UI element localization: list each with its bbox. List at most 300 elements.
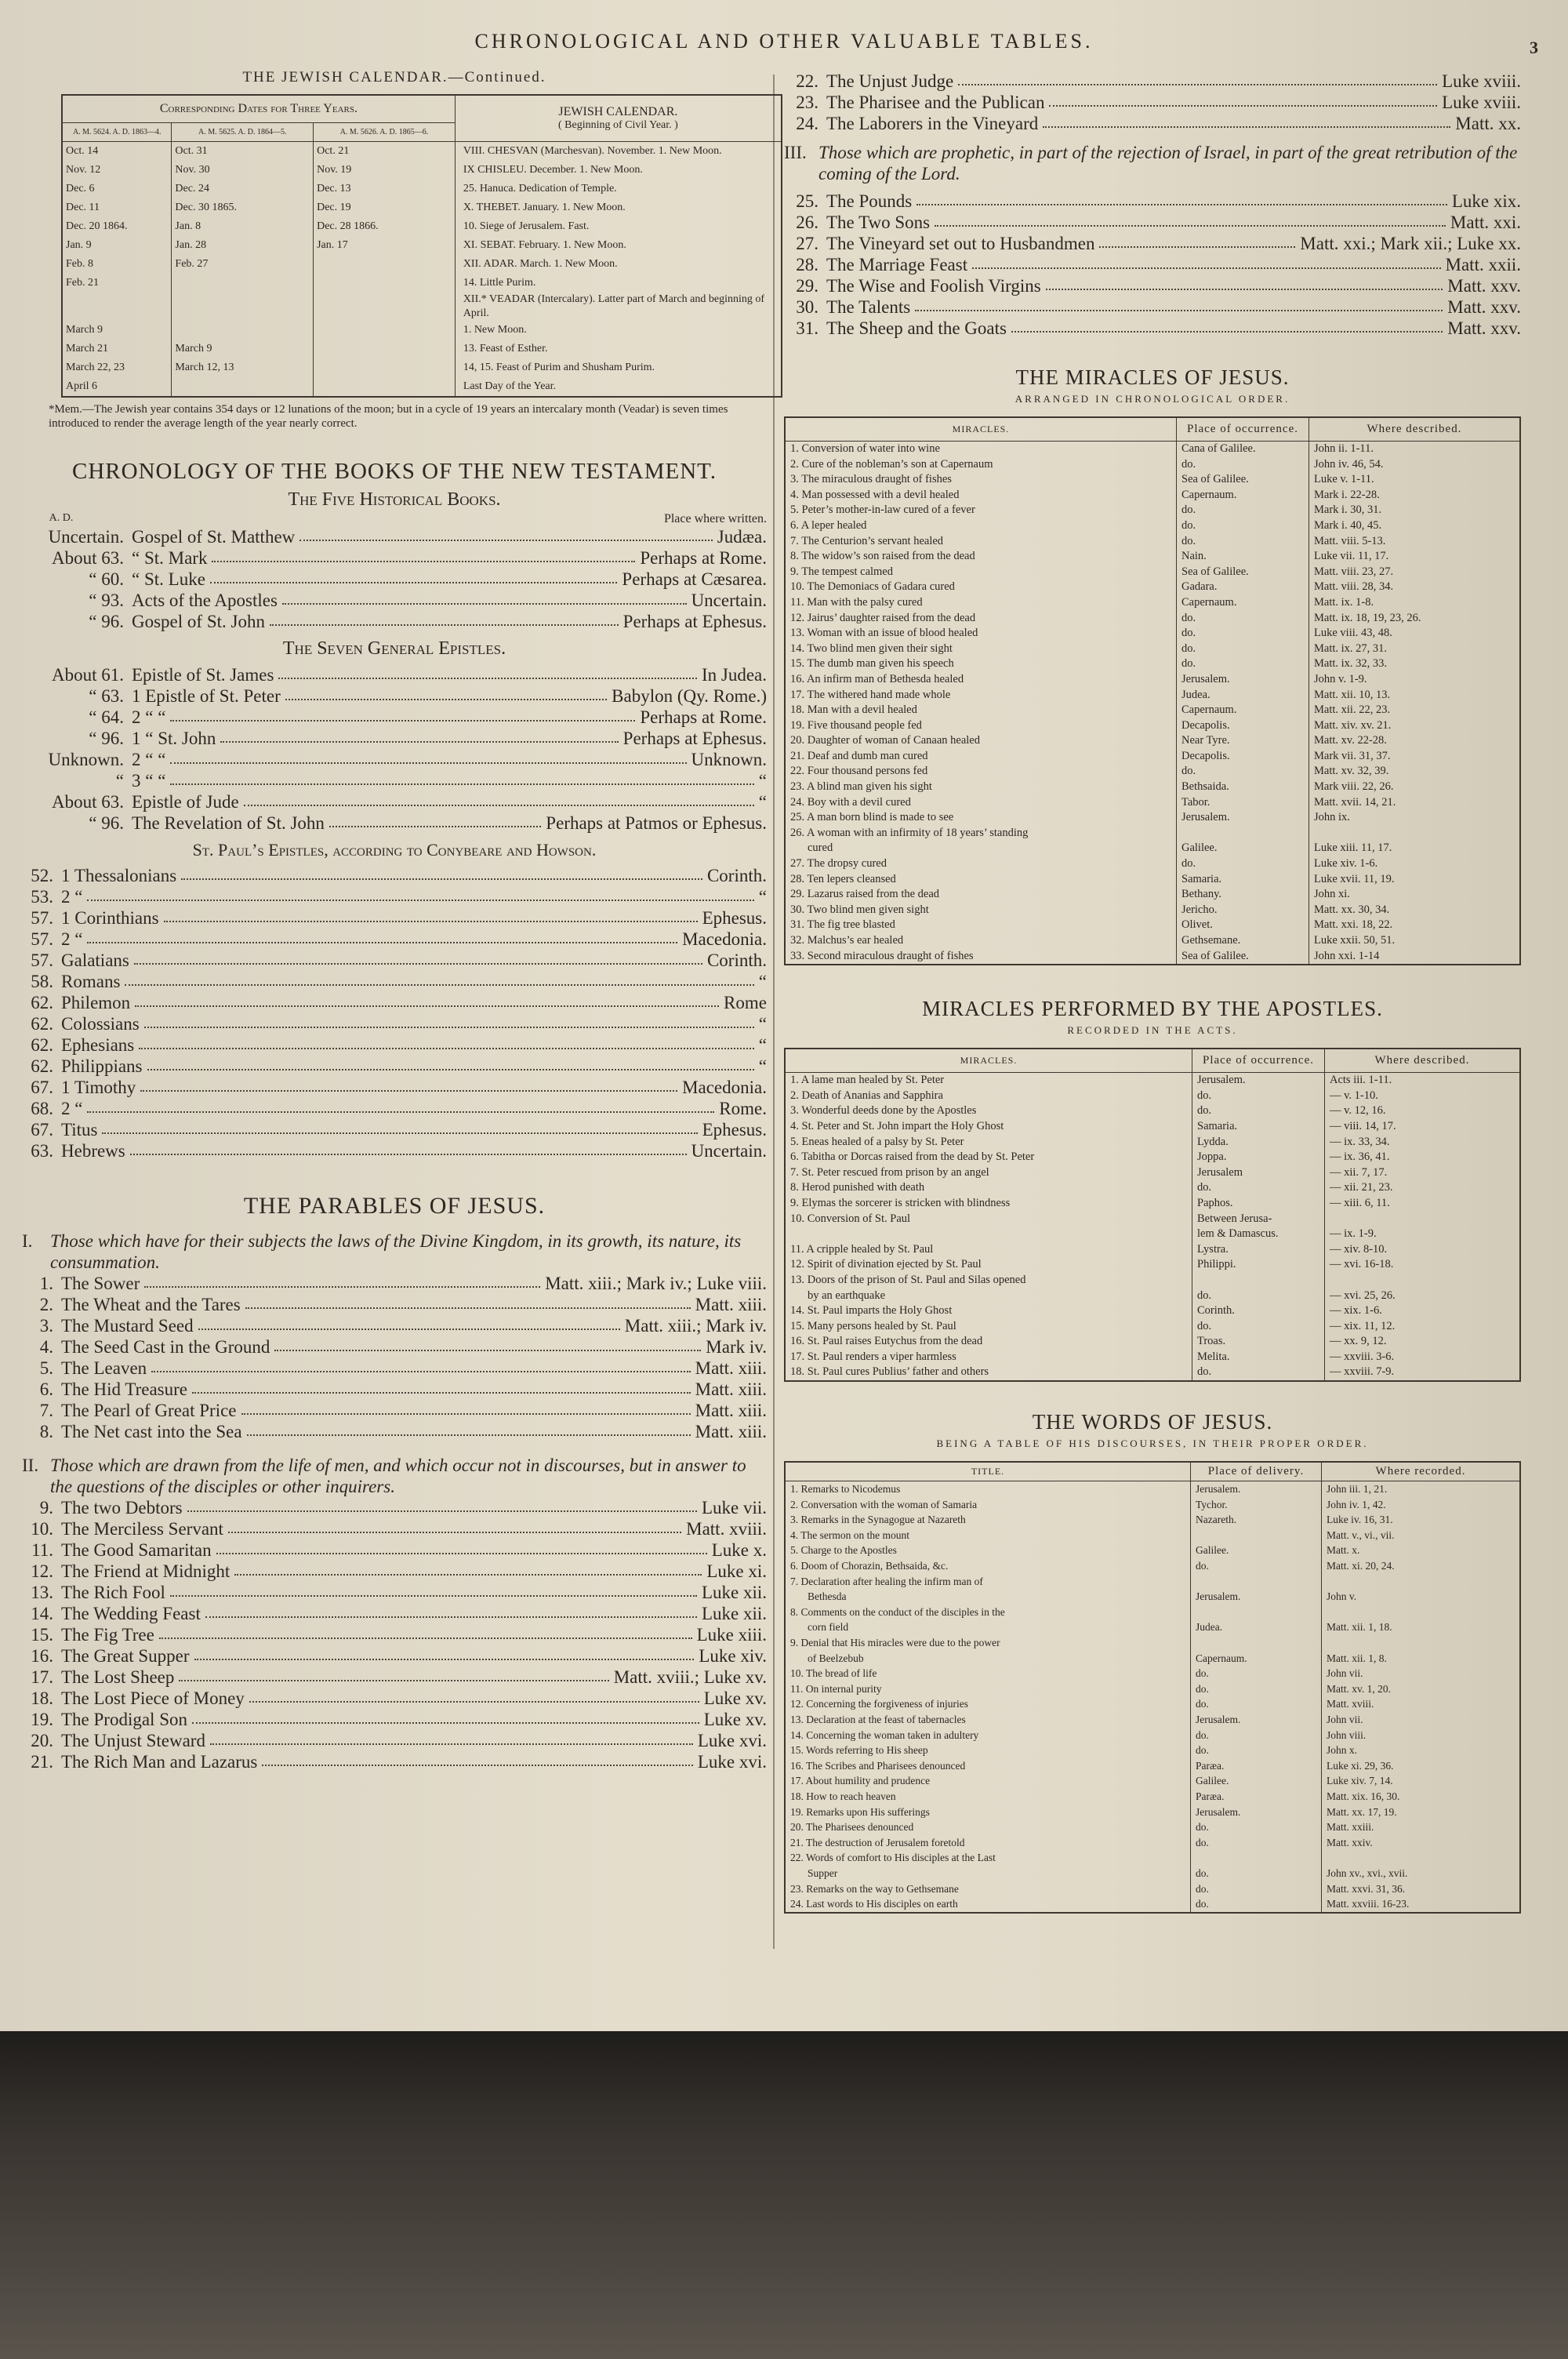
apostle-miracle-title-cell: 18. St. Paul cures Publius’ father and others	[785, 1365, 1192, 1381]
pauline-epistle-row	[22, 1119, 767, 1140]
calendar-date-cell: March 9	[172, 340, 314, 358]
discourse-row	[785, 1666, 1520, 1681]
calendar-date-cell: April 6	[62, 377, 172, 397]
miracle-place-cell: Decapolis.	[1177, 749, 1309, 765]
parables-group3-list	[784, 191, 1521, 339]
discourse-title-cell: 4. The sermon on the mount	[785, 1528, 1191, 1543]
miracle-place-cell: Sea of Galilee.	[1177, 472, 1309, 488]
miracle-row	[785, 841, 1520, 856]
miracle-place-cell: Tabor.	[1177, 795, 1309, 811]
miracle-title-cell: 16. An infirm man of Bethesda healed	[785, 672, 1177, 688]
general-epistle-num: “ 64.	[89, 707, 124, 727]
historical-book-label: “ St. Luke	[132, 569, 205, 589]
discourse-reference-cell: John v.	[1322, 1589, 1521, 1605]
general-epistle-label: Epistle of St. James	[132, 665, 274, 685]
historical-book-num: “ 93.	[89, 591, 124, 610]
miracle-row	[785, 856, 1520, 872]
general-epistle-num: “ 96.	[89, 813, 124, 833]
discourse-reference-cell: Matt. xxiv.	[1322, 1835, 1521, 1851]
discourse-title-cell: 8. Comments on the conduct of the disciples in the	[785, 1605, 1191, 1620]
calendar-date-cell: Feb. 27	[172, 255, 314, 274]
calendar-event-cell: XI. SEBAT. February. 1. New Moon.	[455, 236, 782, 255]
parable-label: The Laborers in the Vineyard	[826, 114, 1039, 133]
discourse-title-cell: 24. Last words to His disciples on earth	[785, 1896, 1191, 1913]
dot-leader	[299, 526, 712, 541]
discourse-reference-cell: Matt. xxiii.	[1322, 1819, 1521, 1835]
parable-row	[22, 1751, 767, 1772]
general-epistle-ref: Perhaps at Patmos or Ephesus.	[546, 813, 767, 833]
discourse-title-cell: 18. How to reach heaven	[785, 1789, 1191, 1805]
historical-book-num: About 63.	[52, 548, 124, 568]
pauline-epistle-label: 2 “	[61, 887, 83, 907]
discourse-place-cell: Paræa.	[1191, 1789, 1322, 1805]
calendar-date-cell	[172, 293, 314, 321]
general-epistle-row	[22, 749, 767, 770]
parable-num: 6.	[39, 1379, 53, 1399]
calendar-date-cell: Feb. 8	[62, 255, 172, 274]
dot-leader	[278, 664, 697, 679]
calendar-event-cell: XII.* VEADAR (Intercalary). Latter part of March and beginning of April.	[455, 293, 782, 321]
discourse-title-cell: 5. Charge to the Apostles	[785, 1543, 1191, 1558]
general-epistle-num: “ 96.	[89, 729, 124, 748]
miracle-title-cell: 22. Four thousand persons fed	[785, 764, 1177, 780]
discourse-row	[785, 1681, 1520, 1697]
apostle-miracle-row	[785, 1119, 1520, 1135]
discourse-row	[785, 1619, 1520, 1635]
miracle-row	[785, 642, 1520, 657]
apostle-miracle-place-cell: Samaria.	[1192, 1119, 1325, 1135]
pauline-epistle-row	[22, 1140, 767, 1161]
miracle-place-cell: Jerusalem.	[1177, 672, 1309, 688]
discourse-place-cell	[1191, 1574, 1322, 1590]
discourse-row	[785, 1481, 1520, 1497]
apostles-section	[784, 997, 1521, 1382]
parable-ref: Matt. xviii.; Luke xv.	[613, 1667, 767, 1687]
parable-label: The Fig Tree	[61, 1625, 154, 1645]
parable-num: 4.	[39, 1337, 53, 1357]
discourse-title-cell: 16. The Scribes and Pharisees denounced	[785, 1758, 1191, 1774]
parable-row	[784, 233, 1521, 254]
discourse-place-cell	[1191, 1850, 1322, 1866]
apostle-miracle-place-cell: Melita.	[1192, 1350, 1325, 1365]
general-epistle-label: Epistle of Jude	[132, 792, 239, 812]
apostle-miracle-row	[785, 1073, 1520, 1089]
discourse-title-cell: 9. Denial that His miracles were due to the power	[785, 1635, 1191, 1651]
miracle-reference-cell: Mark i. 22-28.	[1309, 488, 1521, 503]
general-epistle-num: About 61.	[52, 665, 124, 685]
miracle-row	[785, 549, 1520, 565]
discourse-title-cell: of Beelzebub	[785, 1651, 1191, 1667]
discourse-reference-cell: John iii. 1, 21.	[1322, 1481, 1521, 1497]
calendar-date-cell: March 21	[62, 340, 172, 358]
general-epistle-label: 1 “ St. John	[132, 729, 216, 748]
pauline-epistle-ref: “	[758, 1014, 767, 1034]
apostle-miracle-reference-cell: — xvi. 16-18.	[1325, 1257, 1521, 1273]
discourse-row	[785, 1819, 1520, 1835]
dot-leader	[1011, 318, 1443, 333]
discourse-place-cell: do.	[1191, 1681, 1322, 1697]
parable-ref: Matt. xxv.	[1447, 318, 1521, 338]
apostle-miracle-row	[785, 1289, 1520, 1304]
general-epistle-num: About 63.	[52, 792, 124, 812]
parable-num: 27.	[796, 234, 818, 253]
miracle-place-cell: Gethsemane.	[1177, 933, 1309, 949]
apostle-miracle-place-cell: Corinth.	[1192, 1303, 1325, 1319]
miracle-row	[785, 718, 1520, 734]
discourse-place-cell: do.	[1191, 1666, 1322, 1681]
discourse-title-cell: 2. Conversation with the woman of Samaria	[785, 1497, 1191, 1513]
general-epistle-label: The Revelation of St. John	[132, 813, 325, 833]
apostle-miracle-place-cell: Jerusalem.	[1192, 1073, 1325, 1089]
apostle-miracle-reference-cell: — viii. 14, 17.	[1325, 1119, 1521, 1135]
miracle-reference-cell: Luke xvii. 11, 19.	[1309, 872, 1521, 888]
parable-row	[22, 1421, 767, 1442]
parable-num: 21.	[31, 1752, 53, 1772]
apostle-miracle-title-cell: 4. St. Peter and St. John impart the Holy Ghost	[785, 1119, 1192, 1135]
dot-leader	[125, 971, 753, 986]
apostle-miracle-reference-cell: — ix. 33, 34.	[1325, 1135, 1521, 1150]
dot-leader	[181, 865, 702, 880]
miracle-row	[785, 780, 1520, 795]
dot-leader	[245, 1294, 691, 1309]
discourse-reference-cell: Matt. x.	[1322, 1543, 1521, 1558]
apostle-miracle-reference-cell: — v. 1-10.	[1325, 1089, 1521, 1104]
apostle-miracle-place-cell: do.	[1192, 1180, 1325, 1196]
historical-books-title: The Five Historical Books.	[288, 489, 501, 510]
apostle-miracle-title-cell: 2. Death of Ananias and Sapphira	[785, 1089, 1192, 1104]
dot-leader	[916, 191, 1447, 205]
parable-num: 17.	[31, 1667, 53, 1687]
miracle-reference-cell: Matt. viii. 23, 27.	[1309, 565, 1521, 580]
apostle-miracle-title-cell	[785, 1227, 1192, 1242]
dot-leader	[205, 1603, 697, 1618]
discourse-place-cell: do.	[1191, 1558, 1322, 1574]
apostle-miracle-row	[785, 1196, 1520, 1212]
calendar-event-cell: XII. ADAR. March. 1. New Moon.	[455, 255, 782, 274]
page-number: 3	[1530, 38, 1538, 57]
discourse-title-cell: 19. Remarks upon His sufferings	[785, 1805, 1191, 1820]
calendar-date-cell	[172, 321, 314, 340]
apostle-miracle-reference-cell: — xiii. 6, 11.	[1325, 1196, 1521, 1212]
apostles-body	[785, 1073, 1520, 1381]
apostle-miracle-row	[785, 1150, 1520, 1165]
discourse-reference-cell: Luke xiv. 7, 14.	[1322, 1773, 1521, 1789]
parable-ref: Luke xi.	[706, 1561, 767, 1581]
parable-label: The Leaven	[61, 1358, 147, 1378]
calendar-row	[62, 340, 782, 358]
miracle-place-cell: Capernaum.	[1177, 703, 1309, 718]
apostle-miracle-title-cell: 11. A cripple healed by St. Paul	[785, 1242, 1192, 1258]
parable-row	[784, 254, 1521, 275]
apostle-miracle-place-cell: Jerusalem	[1192, 1165, 1325, 1181]
calendar-date-cell: Dec. 19	[314, 198, 456, 217]
miracle-title-cell: 18. Man with a devil healed	[785, 703, 1177, 718]
apostle-miracle-row	[785, 1319, 1520, 1335]
discourse-title-cell: 6. Doom of Chorazin, Bethsaida, &c.	[785, 1558, 1191, 1574]
miracle-row	[785, 534, 1520, 550]
parable-num: 31.	[796, 318, 818, 338]
calendar-header-right-title: JEWISH CALENDAR.	[558, 105, 678, 118]
miracle-place-cell: do.	[1177, 457, 1309, 473]
dot-leader	[179, 1667, 608, 1681]
apostle-miracle-row	[785, 1303, 1520, 1319]
miracle-row	[785, 611, 1520, 627]
miracle-reference-cell: John v. 1-9.	[1309, 672, 1521, 688]
jewish-calendar-title: THE JEWISH CALENDAR.—Continued.	[242, 69, 546, 85]
parable-label: The Merciless Servant	[61, 1519, 223, 1539]
discourse-row	[785, 1605, 1520, 1620]
dot-leader	[210, 1730, 693, 1745]
miracle-reference-cell: John ix.	[1309, 810, 1521, 826]
parable-row	[22, 1624, 767, 1645]
general-epistle-row	[22, 812, 767, 834]
miracle-title-cell: 32. Malchus’s ear healed	[785, 933, 1177, 949]
parables-title: THE PARABLES OF JESUS.	[243, 1193, 546, 1219]
parable-row	[22, 1709, 767, 1730]
pauline-epistle-num: 62.	[31, 1014, 53, 1034]
pauline-epistle-row	[22, 1056, 767, 1077]
discourse-reference-cell: John iv. 1, 42.	[1322, 1497, 1521, 1513]
miracle-title-cell: 2. Cure of the nobleman’s son at Capernaum	[785, 457, 1177, 473]
discourse-place-cell: do.	[1191, 1696, 1322, 1712]
miracle-row	[785, 503, 1520, 518]
pauline-epistle-num: 62.	[31, 1056, 53, 1076]
historical-book-ref: Perhaps at Cæsarea.	[622, 569, 767, 589]
miracle-reference-cell: Luke xxii. 50, 51.	[1309, 933, 1521, 949]
pauline-epistle-num: 53.	[31, 887, 53, 907]
pauline-epistle-num: 62.	[31, 1035, 53, 1055]
parable-row	[784, 113, 1521, 134]
miracle-row	[785, 826, 1520, 841]
discourse-place-cell: Galilee.	[1191, 1543, 1322, 1558]
general-epistle-label: 2 “ “	[132, 707, 166, 727]
miracle-row	[785, 442, 1520, 457]
calendar-date-cell: Feb. 21	[62, 274, 172, 293]
discourse-title-cell: 1. Remarks to Nicodemus	[785, 1481, 1191, 1497]
dot-leader	[102, 1119, 697, 1134]
calendar-date-cell: March 12, 13	[172, 358, 314, 377]
miracle-title-cell: 15. The dumb man given his speech	[785, 656, 1177, 672]
parable-ref: Matt. xiii.	[695, 1401, 767, 1420]
dot-leader	[147, 1056, 754, 1070]
dot-leader	[241, 1400, 691, 1415]
miracle-reference-cell: John ii. 1-11.	[1309, 442, 1521, 457]
miracle-place-cell: Sea of Galilee.	[1177, 565, 1309, 580]
parable-label: The Vineyard set out to Husbandmen	[826, 234, 1095, 253]
parable-label: The Wheat and the Tares	[61, 1295, 241, 1314]
miracle-place-cell: Cana of Galilee.	[1177, 442, 1309, 457]
calendar-date-cell: Dec. 24	[172, 180, 314, 198]
parable-label: The Wedding Feast	[61, 1604, 201, 1623]
parable-num: 16.	[31, 1646, 53, 1666]
discourse-reference-cell: John vii.	[1322, 1666, 1521, 1681]
historical-books-list	[22, 526, 767, 632]
apostle-miracle-reference-cell	[1325, 1212, 1521, 1227]
general-epistle-row	[22, 728, 767, 749]
dot-leader	[220, 728, 618, 743]
parable-label: The Pharisee and the Publican	[826, 93, 1045, 112]
dot-leader	[187, 1497, 697, 1512]
parable-row	[22, 1358, 767, 1379]
pauline-epistle-label: Hebrews	[61, 1141, 125, 1161]
miracle-title-cell: cured	[785, 841, 1177, 856]
miracle-place-cell: do.	[1177, 611, 1309, 627]
miracle-row	[785, 933, 1520, 949]
discourse-row	[785, 1743, 1520, 1758]
miracles-place-header: Place of occurrence.	[1177, 417, 1309, 442]
parable-num: 18.	[31, 1688, 53, 1708]
parable-ref: Luke xviii.	[1442, 93, 1521, 112]
discourse-row	[785, 1635, 1520, 1651]
discourse-place-cell	[1191, 1605, 1322, 1620]
miracle-place-cell: do.	[1177, 534, 1309, 550]
miracle-row	[785, 688, 1520, 703]
apostle-miracle-reference-cell: — xix. 1-6.	[1325, 1303, 1521, 1319]
discourse-reference-cell: Matt. xxviii. 16-23.	[1322, 1896, 1521, 1913]
parables-intro3: Those which are prophetic, in part of the rejection of Israel, in part of the great retribution of the coming of the Lord.	[818, 143, 1518, 184]
miracle-row	[785, 810, 1520, 826]
discourse-title-cell: corn field	[785, 1619, 1191, 1635]
miracle-row	[785, 749, 1520, 765]
calendar-date-cell: Jan. 9	[62, 236, 172, 255]
dot-leader	[164, 907, 698, 922]
calendar-date-cell: Jan. 8	[172, 217, 314, 236]
parable-label: The Unjust Steward	[61, 1731, 205, 1750]
dot-leader	[87, 1098, 714, 1113]
parables-intro3-num: III.	[784, 143, 807, 162]
apostle-miracle-reference-cell: — xxviii. 3-6.	[1325, 1350, 1521, 1365]
parable-ref: Matt. xiii.	[695, 1379, 767, 1399]
miracle-reference-cell: Matt. xx. 30, 34.	[1309, 903, 1521, 918]
calendar-date-cell	[314, 255, 456, 274]
discourse-title-cell: Bethesda	[785, 1589, 1191, 1605]
dot-leader	[192, 1709, 699, 1724]
parable-ref: Luke xii.	[701, 1604, 767, 1623]
historical-book-row	[22, 569, 767, 590]
parable-row	[22, 1645, 767, 1667]
parable-row	[784, 191, 1521, 212]
pauline-epistle-label: 1 Thessalonians	[61, 866, 177, 885]
parable-row	[22, 1667, 767, 1688]
chronology-section	[22, 459, 767, 1161]
discourse-row	[785, 1543, 1520, 1558]
miracle-reference-cell: John xxi. 1-14	[1309, 949, 1521, 965]
pauline-epistle-label: Romans	[61, 972, 121, 991]
pauline-epistle-row	[22, 929, 767, 950]
miracle-place-cell: Judea.	[1177, 688, 1309, 703]
apostle-miracle-title-cell: 5. Eneas healed of a palsy by St. Peter	[785, 1135, 1192, 1150]
discourse-place-cell: Capernaum.	[1191, 1651, 1322, 1667]
year-col-1: A. M. 5624. A. D. 1863—4.	[62, 123, 172, 142]
discourse-row	[785, 1574, 1520, 1590]
historical-book-row	[22, 590, 767, 611]
miracle-title-cell: 9. The tempest calmed	[785, 565, 1177, 580]
calendar-date-cell	[314, 274, 456, 293]
discourse-place-cell: Nazareth.	[1191, 1512, 1322, 1528]
historical-book-row	[22, 547, 767, 569]
miracle-title-cell: 31. The fig tree blasted	[785, 918, 1177, 933]
calendar-date-cell: Nov. 12	[62, 161, 172, 180]
parable-label: The Prodigal Son	[61, 1710, 187, 1729]
miracle-title-cell: 33. Second miraculous draught of fishes	[785, 949, 1177, 965]
calendar-event-cell: X. THEBET. January. 1. New Moon.	[455, 198, 782, 217]
parable-label: The Hid Treasure	[61, 1379, 187, 1399]
general-epistle-label: 1 Epistle of St. Peter	[132, 686, 281, 706]
dot-leader	[87, 929, 677, 943]
general-epistle-ref: Perhaps at Ephesus.	[622, 729, 767, 748]
miracle-title-cell: 3. The miraculous draught of fishes	[785, 472, 1177, 488]
calendar-date-cell: Oct. 14	[62, 142, 172, 162]
historical-book-num: “ 60.	[89, 569, 124, 589]
calendar-date-cell	[62, 293, 172, 321]
dot-leader	[282, 590, 687, 605]
discourse-row	[785, 1758, 1520, 1774]
miracle-title-cell: 28. Ten lepers cleansed	[785, 872, 1177, 888]
miracle-place-cell: do.	[1177, 626, 1309, 642]
parable-label: The Friend at Midnight	[61, 1561, 230, 1581]
miracle-reference-cell: Luke xiv. 1-6.	[1309, 856, 1521, 872]
discourse-reference-cell: Matt. xi. 20, 24.	[1322, 1558, 1521, 1574]
miracle-row	[785, 872, 1520, 888]
miracle-title-cell: 25. A man born blind is made to see	[785, 810, 1177, 826]
apostle-miracle-place-cell: lem & Damascus.	[1192, 1227, 1325, 1242]
parable-num: 10.	[31, 1519, 53, 1539]
parable-row	[22, 1497, 767, 1518]
general-epistle-ref: Babylon (Qy. Rome.)	[612, 686, 767, 706]
dot-leader	[170, 749, 686, 764]
apostle-miracle-row	[785, 1180, 1520, 1196]
apostle-miracle-place-cell: Philippi.	[1192, 1257, 1325, 1273]
discourse-place-cell: do.	[1191, 1743, 1322, 1758]
parable-ref: Luke xiii.	[696, 1625, 767, 1645]
apostle-miracle-row	[785, 1212, 1520, 1227]
apostle-miracle-title-cell: 17. St. Paul renders a viper harmless	[785, 1350, 1192, 1365]
parable-label: The Rich Fool	[61, 1583, 165, 1602]
parable-num: 9.	[39, 1498, 53, 1518]
apostle-miracle-row	[785, 1334, 1520, 1350]
miracle-reference-cell: Mark viii. 22, 26.	[1309, 780, 1521, 795]
discourse-reference-cell	[1322, 1605, 1521, 1620]
apostle-miracle-reference-cell: — xii. 21, 23.	[1325, 1180, 1521, 1196]
pauline-epistle-num: 57.	[31, 908, 53, 928]
calendar-date-cell: March 9	[62, 321, 172, 340]
pauline-epistle-row	[22, 992, 767, 1013]
miracle-title-cell: 30. Two blind men given sight	[785, 903, 1177, 918]
discourse-reference-cell: Matt. xii. 1, 8.	[1322, 1651, 1521, 1667]
miracle-reference-cell: Luke viii. 43, 48.	[1309, 626, 1521, 642]
discourse-place-cell: Tychor.	[1191, 1497, 1322, 1513]
apostle-miracle-reference-cell: — v. 12, 16.	[1325, 1103, 1521, 1119]
calendar-date-cell	[314, 340, 456, 358]
miracle-row	[785, 703, 1520, 718]
calendar-row	[62, 274, 782, 293]
miracle-place-cell: do.	[1177, 518, 1309, 534]
pauline-epistle-ref: Uncertain.	[691, 1141, 767, 1161]
dot-leader	[140, 1077, 677, 1092]
miracle-title-cell: 23. A blind man given his sight	[785, 780, 1177, 795]
parable-num: 25.	[796, 191, 818, 211]
parable-num: 7.	[39, 1401, 53, 1420]
parable-num: 2.	[39, 1295, 53, 1314]
discourse-place-cell	[1191, 1528, 1322, 1543]
miracle-place-cell: do.	[1177, 764, 1309, 780]
parable-num: 14.	[31, 1604, 53, 1623]
parable-row	[22, 1518, 767, 1539]
words-table	[784, 1461, 1521, 1914]
miracle-title-cell: 13. Woman with an issue of blood healed	[785, 626, 1177, 642]
left-column	[22, 71, 767, 1772]
dot-leader	[1043, 113, 1450, 128]
